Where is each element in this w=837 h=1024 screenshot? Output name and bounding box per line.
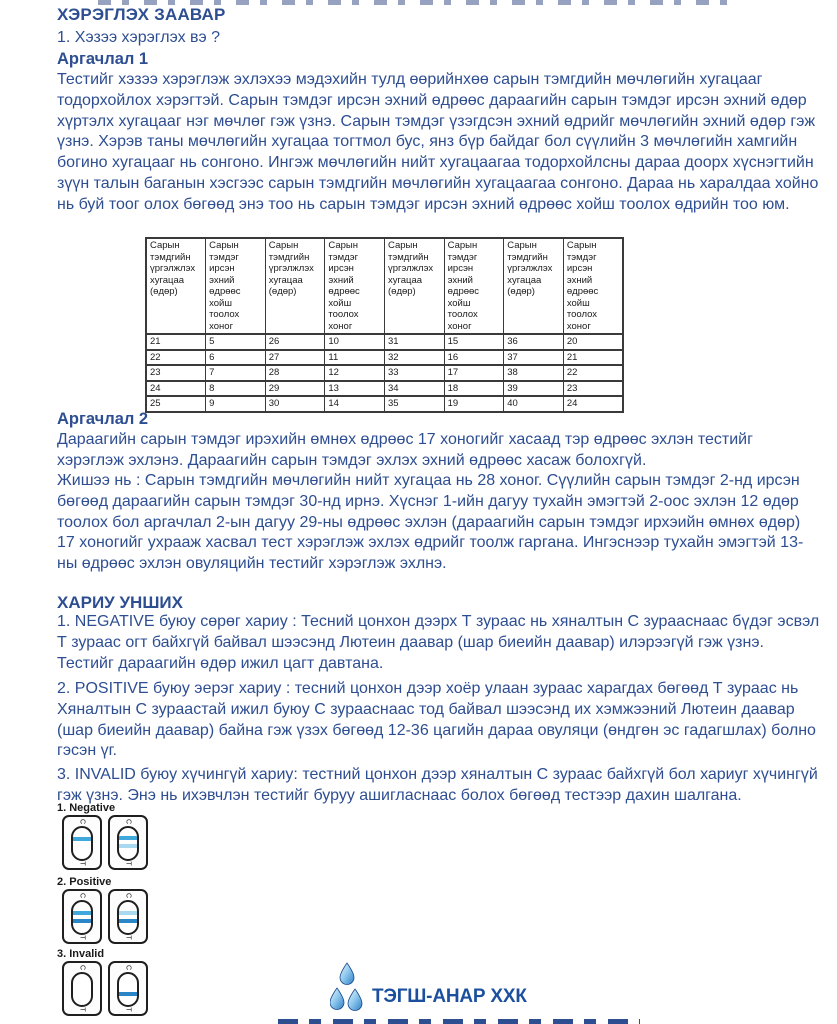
negative-strip-label: 1. Negative (57, 802, 116, 814)
count-days-cell: 16 (444, 350, 504, 366)
result-line (73, 837, 91, 841)
count-header-cell: Сарын тэмдэг ирсэн эхний өдрөөс хойш тоолох хоног (325, 238, 385, 334)
result-line (119, 919, 137, 923)
table-row (146, 334, 623, 350)
count-days-cell: 24 (563, 396, 623, 412)
count-header-cell: Сарын тэмдэг ирсэн эхний өдрөөс хойш тоолох хоног (444, 238, 504, 334)
invalid-strip-label: 3. Invalid (57, 948, 105, 960)
cycle-duration-cell: 25 (146, 396, 206, 412)
cycle-duration-cell: 22 (146, 350, 206, 366)
control-mark: C (124, 818, 132, 825)
doc-title: ХЭРЭГЛЭХ ЗААВАР (57, 5, 226, 24)
cycle-duration-cell: 33 (385, 365, 445, 381)
cycle-duration-cell: 38 (504, 365, 564, 381)
count-days-cell: 7 (206, 365, 266, 381)
count-days-cell: 19 (444, 396, 504, 412)
result-window (117, 972, 139, 1007)
control-mark: C (78, 818, 86, 825)
result-window (117, 826, 139, 861)
cycle-duration-cell: 21 (146, 334, 206, 350)
table-row (146, 381, 623, 397)
count-header-cell: Сарын тэмдэг ирсэн эхний өдрөөс хойш тоолох хоног (563, 238, 623, 334)
count-days-cell: 20 (563, 334, 623, 350)
cycle-duration-cell: 36 (504, 334, 564, 350)
count-days-cell: 9 (206, 396, 266, 412)
table-row (146, 350, 623, 366)
count-days-cell: 17 (444, 365, 504, 381)
result-item-invalid: 3. INVALID буюу хүчингүй хариу: тестний цонхон дээр хяналтын С зураас байхгүй бол хариуг хүчингүй гэж үзнэ. Энэ нь ихэвчлэн тестийг буруу ашигласнаас болох бөгөөд тестээр дахин шалгана. (57, 766, 818, 804)
count-days-cell: 23 (563, 381, 623, 397)
control-mark: C (78, 964, 86, 971)
test-cassette (108, 889, 148, 944)
cycle-duration-cell: 31 (385, 334, 445, 350)
table-header-row (146, 238, 623, 334)
count-days-cell: 5 (206, 334, 266, 350)
table-row (146, 365, 623, 381)
count-days-cell: 8 (206, 381, 266, 397)
method1-heading: Аргачлал 1 (57, 50, 149, 68)
test-cassette (108, 815, 148, 870)
result-window (117, 900, 139, 935)
duration-header-cell: Сарын тэмдгийн үргэлжлэх хугацаа (өдөр) (385, 238, 445, 334)
test-mark: T (124, 1007, 132, 1012)
count-days-cell: 6 (206, 350, 266, 366)
count-days-cell: 13 (325, 381, 385, 397)
count-days-cell: 12 (325, 365, 385, 381)
count-days-cell: 10 (325, 334, 385, 350)
cycle-duration-cell: 37 (504, 350, 564, 366)
negative-strip-group (55, 802, 185, 872)
method2-body-1: Дараагийн сарын тэмдэг ирэхийн өмнөх өдрөөс 17 хоногийг хасаад тэр өдрөөс эхлэн тестийг хэрэглэж эхлэнэ. Дараагийн сарын тэмдэг эхлэх эхний өдрөөс хасаж болохгүй. (57, 431, 753, 469)
duration-header-cell: Сарын тэмдгийн үргэлжлэх хугацаа (өдөр) (146, 238, 206, 334)
control-mark: C (124, 892, 132, 899)
cycle-duration-cell: 40 (504, 396, 564, 412)
positive-strip-group (55, 876, 185, 946)
test-mark: T (78, 1007, 86, 1012)
cycle-duration-cell: 23 (146, 365, 206, 381)
positive-strip-label: 2. Positive (57, 876, 112, 888)
control-mark: C (78, 892, 86, 899)
count-days-cell: 11 (325, 350, 385, 366)
result-line (119, 992, 137, 996)
faint-result-line (119, 911, 137, 915)
method2-heading: Аргачлал 2 (57, 410, 149, 428)
company-name: ТЭГШ-АНАР ХХК (372, 986, 527, 1007)
result-window (71, 826, 93, 861)
invalid-strip-group (55, 948, 185, 1018)
faint-result-line (119, 844, 137, 848)
page-bottom-cut-text-artifact (278, 1019, 640, 1024)
count-days-cell: 14 (325, 396, 385, 412)
duration-header-cell: Сарын тэмдгийн үргэлжлэх хугацаа (өдөр) (504, 238, 564, 334)
test-cassette (108, 961, 148, 1016)
count-days-cell: 15 (444, 334, 504, 350)
cycle-lookup-table (145, 237, 624, 413)
cycle-duration-cell: 27 (265, 350, 325, 366)
method2-body-2: Жишээ нь : Сарын тэмдгийн мөчлөгийн нийт хугацаа нь 28 хоног. Сүүлийн сарын тэмдэг 2-нд ирсэн бөгөөд дараагийн сарын тэмдэг 30-нд ирнэ. Хүснэг 1-ийн дагуу тухайн эмэгтэй 2-оос эхлэн 12 өдөр тоолох бол аргачлал 2-ын дагуу 29-ны өдрөөс эхлэн (дараагийн сарын тэмдэг ирхэийн өмнөх өдөр) 17 хоногийг ухрааж хасвал тест хэрэглэж эхлэх өдрийг тоолж гаргана. Ингэснээр тухайн эмэгтэй 13-ны өдрөөс эхлэн овуляцийн тестийг хэрэглэж эхлнэ. (57, 472, 804, 573)
cycle-duration-cell: 39 (504, 381, 564, 397)
duration-header-cell: Сарын тэмдгийн үргэлжлэх хугацаа (өдөр) (265, 238, 325, 334)
result-item-negative: 1. NEGATIVE буюу сөрөг хариу : Тесний цонхон дээрх Т зураас нь хяналтын С зурааснаас бүдэг эсвэл Т зураас огт байхгүй байвал шээсэнд Лютеин даавар (шар биеийн даавар) илэрээгүй гэж үзнэ. Тестийг дараагийн өдөр ижил цагт давтана. (57, 613, 820, 672)
cycle-duration-cell: 28 (265, 365, 325, 381)
cycle-duration-cell: 32 (385, 350, 445, 366)
test-cassette (62, 815, 102, 870)
when-to-use-question: 1. Хэзээ хэрэглэх вэ ? (57, 29, 221, 46)
method1-body: Тестийг хэзээ хэрэглэж эхлэхээ мэдэхийн тулд өөрийнхөө сарын тэмгдийн мөчлөгийн хугацааг тодорхойлох хэрэгтэй. Сарын тэмдэг ирсэн эхний өдрөөс дараагийн сарын тэмдэг ирсэн эхний өдөр хүртэлх хугацааг нэг мөчлөг гэж үзнэ. Сарын тэмдэг үзэгдсэн эхний өдрийг мөчлөгийн эхний өдөр гэж үзнэ. Хэрэв таны мөчлөгийн хугацаа тогтмол бус, янз бүр байдаг бол сүүлийн 3 мөчлөгийн хамгийн богино хугацааг нь сонгоно. Ингэж мөчлөгийн нийт хугацаагаа тодорхойлсны дараа доорх хүснэгтийн зүүн талын баганын хэсгээс сарын тэмдгийн мөчлөгийн хугацаагаа сонгоно. Дараа нь харалдаа хойно нь буй тоог олох бөгөөд энэ тоо нь сарын тэмдэг ирсэн эхний өдрөөс хойш тоолох өдрийн тоо юм. (57, 71, 819, 213)
cycle-duration-cell: 24 (146, 381, 206, 397)
count-days-cell: 21 (563, 350, 623, 366)
test-cassette (62, 961, 102, 1016)
result-line (119, 836, 137, 840)
cycle-duration-cell: 26 (265, 334, 325, 350)
result-line (73, 911, 91, 915)
test-mark: T (124, 935, 132, 940)
cycle-duration-cell: 30 (265, 396, 325, 412)
cycle-duration-cell: 34 (385, 381, 445, 397)
result-window (71, 972, 93, 1007)
test-mark: T (124, 861, 132, 866)
test-mark: T (78, 935, 86, 940)
control-mark: C (124, 964, 132, 971)
cycle-duration-cell: 29 (265, 381, 325, 397)
count-header-cell: Сарын тэмдэг ирсэн эхний өдрөөс хойш тоолох хоног (206, 238, 266, 334)
cycle-duration-cell: 35 (385, 396, 445, 412)
test-mark: T (78, 861, 86, 866)
table-row (146, 396, 623, 412)
read-results-heading: ХАРИУ УНШИХ (57, 593, 183, 612)
result-window (71, 900, 93, 935)
result-line (73, 919, 91, 923)
count-days-cell: 18 (444, 381, 504, 397)
result-item-positive: 2. POSITIVE буюу эерэг хариу : тесний цонхон дээр хоёр улаан зураас харагдах бөгөөд Т зураас нь Хяналтын С зураастай ижил буюу С зурааснаас тод байвал шээсэнд их хэмжээний Лютеин даавар (шар биеийн даавар) байна гэж үзэх бөгөөд 12-36 цагийн дараа овуляци (өндгөн эс гадагшлах) болно гэсэн үг. (57, 680, 816, 760)
test-cassette (62, 889, 102, 944)
water-droplets-logo-icon (330, 962, 366, 1018)
count-days-cell: 22 (563, 365, 623, 381)
